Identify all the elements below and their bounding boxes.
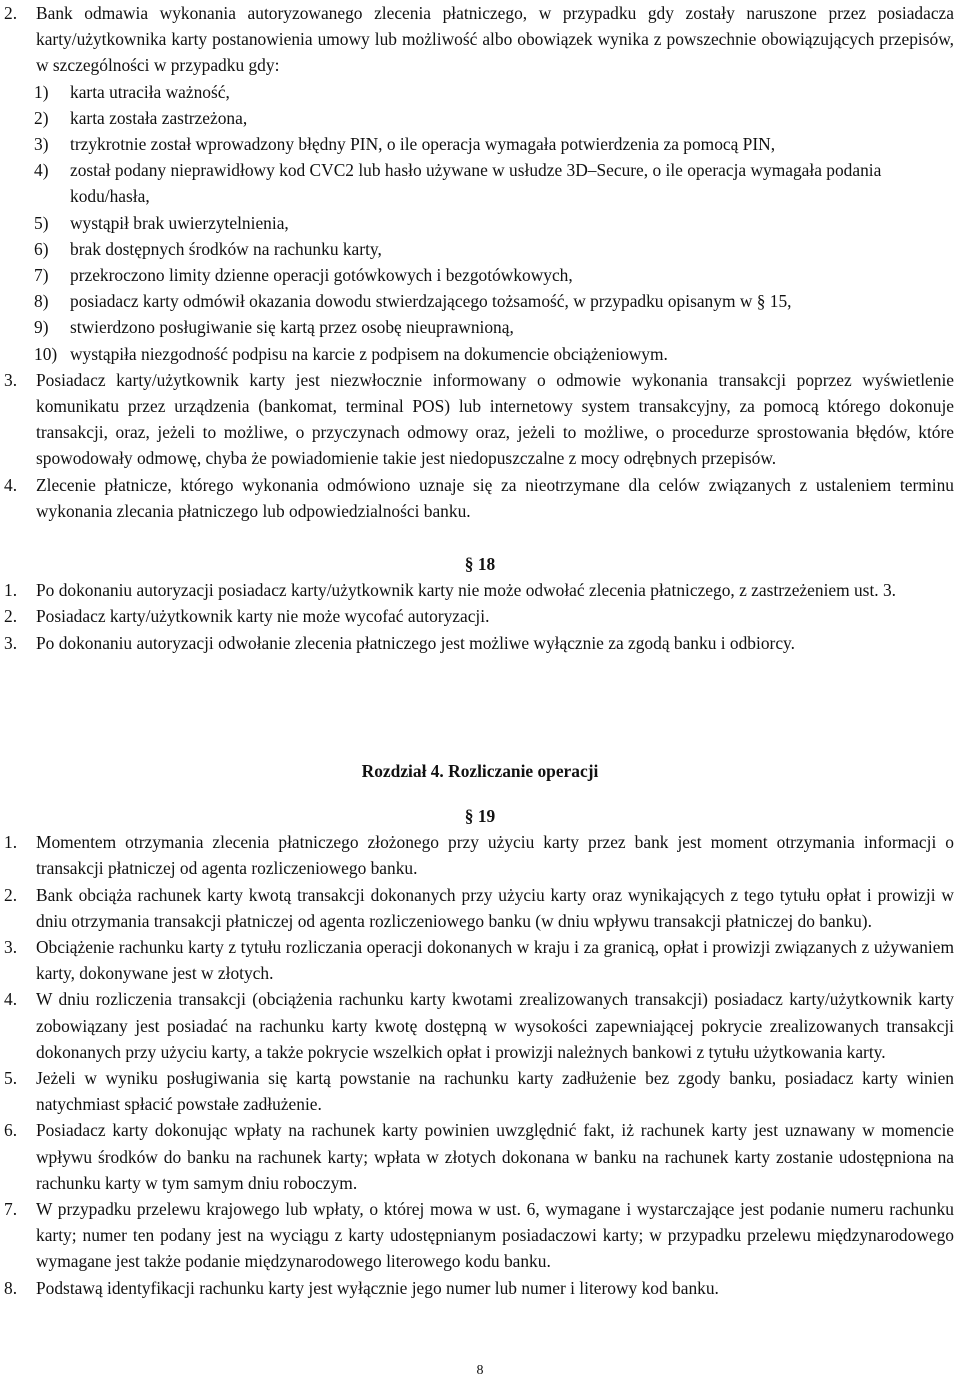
para-text: Po dokonaniu autoryzacji posiadacz karty/użytkownik karty nie może odwołać zlecenia płatniczego, z zastrzeżeniem ust. 3. [36, 580, 897, 601]
art19-para [0, 882, 960, 934]
art18-section [0, 551, 960, 656]
art19-para [0, 986, 960, 1065]
item-text: posiadacz karty odmówił okazania dowodu stwierdzającego tożsamość, w przypadku opisanym w § 15, [70, 291, 792, 312]
item-number: 2) [34, 107, 49, 128]
para-number: 4. [4, 474, 18, 495]
para-number: 8. [4, 1277, 18, 1298]
item-text: brak dostępnych środków na rachunku karty, [70, 238, 382, 259]
para-number: 2. [4, 884, 18, 905]
art17-para-2 [0, 0, 960, 79]
list-item [0, 314, 960, 340]
art17-sublist [0, 79, 960, 367]
item-text: karta utraciła ważność, [70, 81, 230, 102]
item-number: 1) [34, 81, 49, 102]
item-text: karta została zastrzeżona, [70, 107, 248, 128]
item-text: stwierdzono posługiwanie się kartą przez osobę nieuprawnioną, [70, 317, 514, 338]
art19-section [0, 803, 960, 1301]
para-text: Bank odmawia wykonania autoryzowanego zlecenia płatniczego, w przypadku gdy zostały naruszone przez posiadacza karty/użytkownika karty postanowienia umowy lub możliwość albo obowiązek wynika z powszechnie obowiązujących przepisów, w szczególności w przypadku gdy: [36, 3, 954, 76]
para-number: 4. [4, 989, 18, 1010]
item-number: 8) [34, 291, 49, 312]
item-text: został podany nieprawidłowy kod CVC2 lub hasło używane w usłudze 3D–Secure, o ile operacja wymagała podania kodu/hasła, [70, 160, 882, 207]
list-item [0, 210, 960, 236]
art18-para [0, 577, 960, 603]
para-text: Bank obciąża rachunek karty kwotą transakcji dokonanych przy użyciu karty oraz wynikających z tego tytułu opłat i prowizji w dniu otrzymania transakcji płatniczej od agenta rozliczeniowego banku (w dniu wpływu transakcji płatniczej do banku). [36, 884, 954, 931]
list-item [0, 341, 960, 367]
para-number: 1. [4, 580, 18, 601]
art19-para [0, 1196, 960, 1275]
item-text: przekroczono limity dzienne operacji gotówkowych i bezgotówkowych, [70, 265, 573, 286]
item-text: wystąpił brak uwierzytelnienia, [70, 212, 289, 233]
item-number: 9) [34, 317, 49, 338]
page-number: 8 [476, 1363, 484, 1378]
art17-para-3 [0, 367, 960, 472]
list-item [0, 236, 960, 262]
para-text: W przypadku przelewu krajowego lub wpłaty, o której mowa w ust. 6, wymagane i wystarczające jest podanie numeru rachunku karty; numer ten podany jest na wyciągu z karty udostępnianym posiadaczowi karty; w przypadku przelewu międzynarodowego wymagane jest także podanie międzynarodowego literowego kodu banku. [36, 1199, 954, 1272]
item-number: 5) [34, 212, 49, 233]
list-item [0, 131, 960, 157]
para-number: 3. [4, 632, 18, 653]
para-text: Jeżeli w wyniku posługiwania się kartą powstanie na rachunku karty zadłużenie bez zgody banku, posiadacz karty winien natychmiast spłacić powstałe zadłużenie. [36, 1068, 954, 1115]
list-item [0, 288, 960, 314]
para-text: Podstawą identyfikacji rachunku karty jest wyłącznie jego numer lub numer i literowy kod banku. [36, 1277, 719, 1298]
para-number: 2. [4, 3, 18, 23]
para-number: 5. [4, 1068, 18, 1089]
list-item [0, 79, 960, 105]
art17-section [0, 0, 960, 524]
art18-para [0, 603, 960, 629]
art19-para [0, 829, 960, 881]
item-number: 10) [34, 343, 58, 364]
para-number: 3. [4, 937, 18, 958]
section-heading: § 18 [464, 554, 496, 574]
item-number: 7) [34, 265, 49, 286]
para-text: Po dokonaniu autoryzacji odwołanie zlecenia płatniczego jest możliwe wyłącznie za zgodą banku i odbiorcy. [36, 632, 795, 653]
item-text: wystąpiła niezgodność podpisu na karcie z podpisem na dokumencie obciążeniowym. [70, 343, 668, 364]
para-number: 7. [4, 1199, 18, 1220]
art18-para [0, 630, 960, 656]
art19-para [0, 934, 960, 986]
para-number: 3. [4, 369, 18, 390]
item-number: 4) [34, 160, 49, 181]
para-text: W dniu rozliczenia transakcji (obciążenia rachunku karty kwotami zrealizowanych transakcji) posiadacz karty/użytkownik karty zobowiązany jest posiadać na rachunku karty kwotę dostępną w wysokości zapewniającej pokrycie zrealizowanych transakcji dokonanych przy użyciu karty, a także pokrycie wszelkich opłat i prowizji należnych bankowi z tytułu użytkowania karty. [36, 989, 954, 1062]
art19-para [0, 1065, 960, 1117]
item-number: 3) [34, 134, 49, 155]
art17-para-4 [0, 472, 960, 524]
list-item [0, 105, 960, 131]
para-number: 1. [4, 832, 18, 853]
para-text: Posiadacz karty/użytkownik karty jest niezwłocznie informowany o odmowie wykonania transakcji poprzez wyświetlenie komunikatu przez urządzenia (bankomat, terminal POS) lub internetowy system transakcyjny, za pomocą którego dokonuje transakcji, oraz, jeżeli to możliwe, o przyczynach odmowy oraz, jeżeli to możliwe, o procedurze sprostowania błędów, które spowodowały odmowę, chyba że powiadomienie takie jest niedopuszczalne z mocy odrębnych przepisów. [36, 369, 954, 469]
para-text: Posiadacz karty dokonując wpłaty na rachunek karty powinien uwzględnić fakt, iż rachunek karty jest uznawany w momencie wpływu środków do banku na rachunek karty; wpłata w złotych dokonana w banku na rachunek karty zostanie udostępniona na rachunku karty w tym samym dniu roboczym. [36, 1120, 954, 1193]
para-number: 6. [4, 1120, 18, 1141]
list-item [0, 157, 960, 209]
art19-para [0, 1117, 960, 1196]
para-text: Momentem otrzymania zlecenia płatniczego złożonego przy użyciu karty przez bank jest moment otrzymania informacji o transakcji płatniczej od agenta rozliczeniowego banku. [36, 832, 954, 879]
para-number: 2. [4, 606, 18, 627]
item-number: 6) [34, 238, 49, 259]
para-text: Posiadacz karty/użytkownik karty nie może wycofać autoryzacji. [36, 606, 490, 627]
art19-para [0, 1275, 960, 1301]
para-text: Obciążenie rachunku karty z tytułu rozliczania operacji dokonanych w kraju i za granicą, opłat i prowizji związanych z używaniem karty, dokonywane jest w złotych. [36, 937, 954, 984]
para-text: Zlecenie płatnicze, którego wykonania odmówiono uznaje się za nieotrzymane dla celów związanych z ustaleniem terminu wykonania zlecania płatniczego lub odpowiedzialności banku. [36, 474, 954, 521]
section-heading: § 19 [464, 806, 496, 826]
chapter-title: Rozdział 4. Rozliczanie operacji [361, 761, 599, 781]
list-item [0, 262, 960, 288]
item-text: trzykrotnie został wprowadzony błędny PIN, o ile operacja wymagała potwierdzenia za pomocą PIN, [70, 134, 776, 155]
